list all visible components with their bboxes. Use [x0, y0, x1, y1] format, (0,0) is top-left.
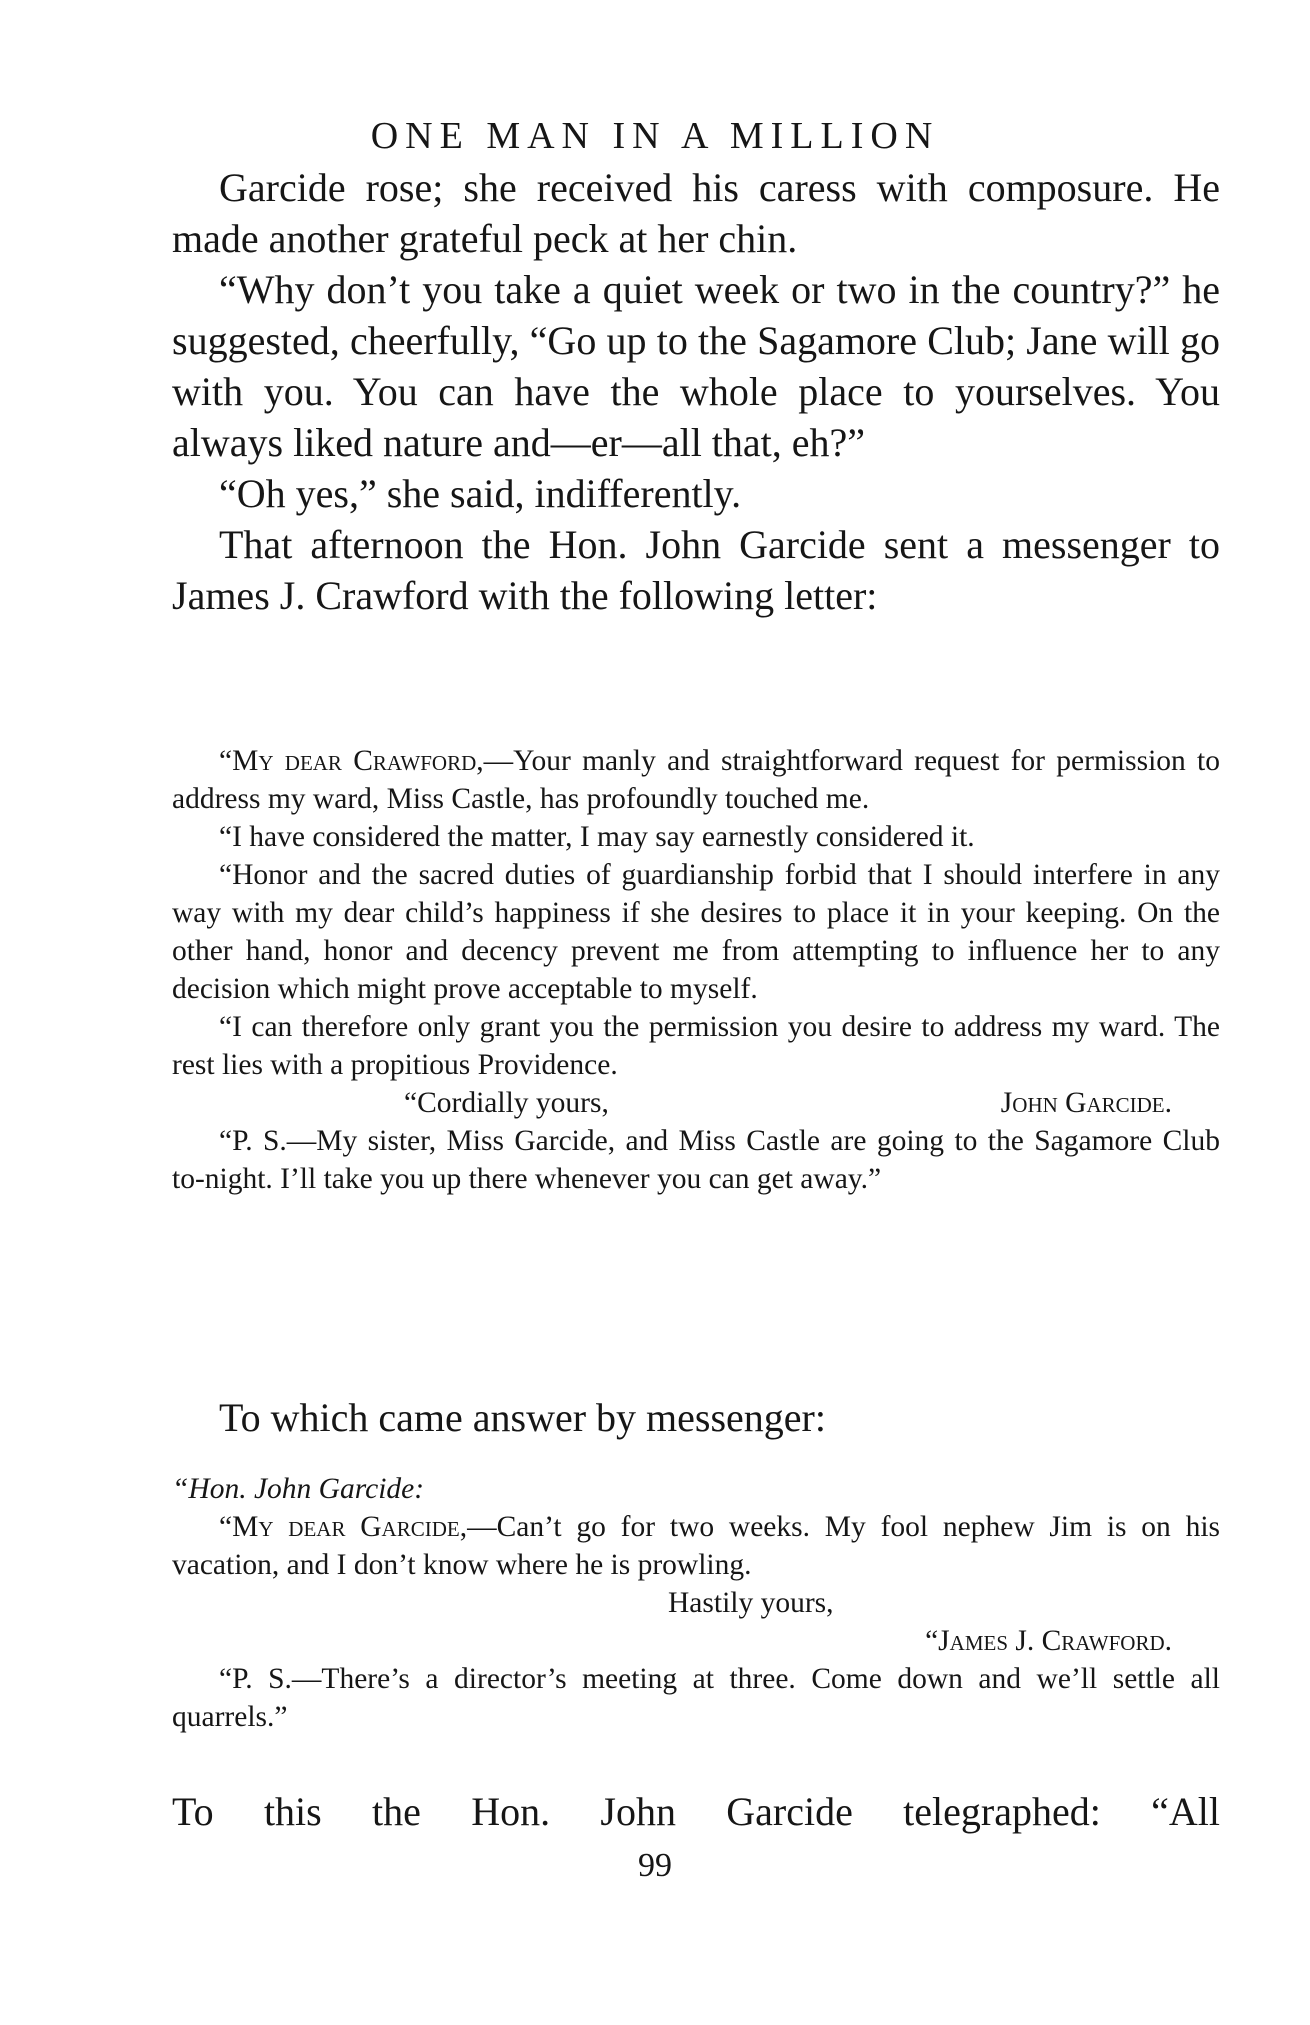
letter2-body: —Can’t go for two weeks. My fool nephew Jim is on his vacation, and I don’t know where he is prowling. [172, 1511, 1221, 1581]
letter1-salutation: “My dear Crawford, [219, 745, 484, 777]
paragraph-letter-intro: That afternoon the Hon. John Garcide sent a messenger to James J. Crawford with the following letter: [172, 522, 1220, 618]
letter1-paragraph: “I can therefore only grant you the permission you desire to address my ward. The rest lies with a propitious Providence. [172, 1011, 1220, 1081]
letter1-signature: John Garcide. [1000, 1087, 1172, 1119]
running-header: ONE MAN IN A MILLION [370, 115, 940, 157]
letter1-closing: “Cordially yours, [404, 1087, 609, 1119]
letter1-paragraph: “I have considered the matter, I may say earnestly considered it. [219, 821, 975, 853]
letter2-postscript: “P. S.—There’s a director’s meeting at three. Come down and we’ll settle all quarrels.” [172, 1663, 1220, 1733]
letter1-postscript: “P. S.—My sister, Miss Garcide, and Miss Castle are going to the Sagamore Club to-night. I’ll take you up there whenever you can get away.” [172, 1125, 1220, 1195]
letter2-opening [172, 1508, 1220, 1584]
answer-intro-block [172, 1392, 1220, 1443]
narrative-block [172, 162, 1220, 621]
letter2-signature: “James J. Crawford. [925, 1625, 1172, 1657]
letter1-closing-row [172, 1084, 1220, 1122]
letter1-opening [172, 742, 1220, 818]
page-number: 99 [638, 1847, 672, 1884]
letter-to-crawford [172, 742, 1220, 1198]
paragraph-caress: Garcide rose; she received his caress with composure. He made another grateful peck at her chin. [172, 165, 1220, 261]
paragraph-answer-intro: To which came answer by messenger: [219, 1395, 826, 1440]
letter2-address: “Hon. John Garcide: [172, 1473, 425, 1505]
paragraph-telegram: To this the Hon. John Garcide telegraphed: “All [172, 1789, 1220, 1834]
letter1-first-sentence: —Your manly and straightforward request for permission to address my ward, Miss Castle, has profoundly touched me. [172, 745, 1220, 815]
letter1-paragraph: “Honor and the sacred duties of guardianship forbid that I should interfere in any way with my dear child’s happiness if she desires to place it in your keeping. On the other hand, honor and decency prevent me from attempting to influence her to any decision which might prove acceptable to myself. [172, 859, 1220, 1005]
letter2-salutation: “My dear Garcide, [219, 1511, 468, 1543]
paragraph-suggestion: “Why don’t you take a quiet week or two in the country?” he suggested, cheerfully, “Go up to the Sagamore Club; Jane will go with you. You can have the whole place to yourselves. You always liked nature and—er—all that, eh?” [172, 267, 1220, 465]
letter2-closing: Hastily yours, [668, 1587, 834, 1619]
paragraph-reply: “Oh yes,” she said, indifferently. [219, 471, 742, 516]
letter-to-garcide [172, 1470, 1220, 1736]
